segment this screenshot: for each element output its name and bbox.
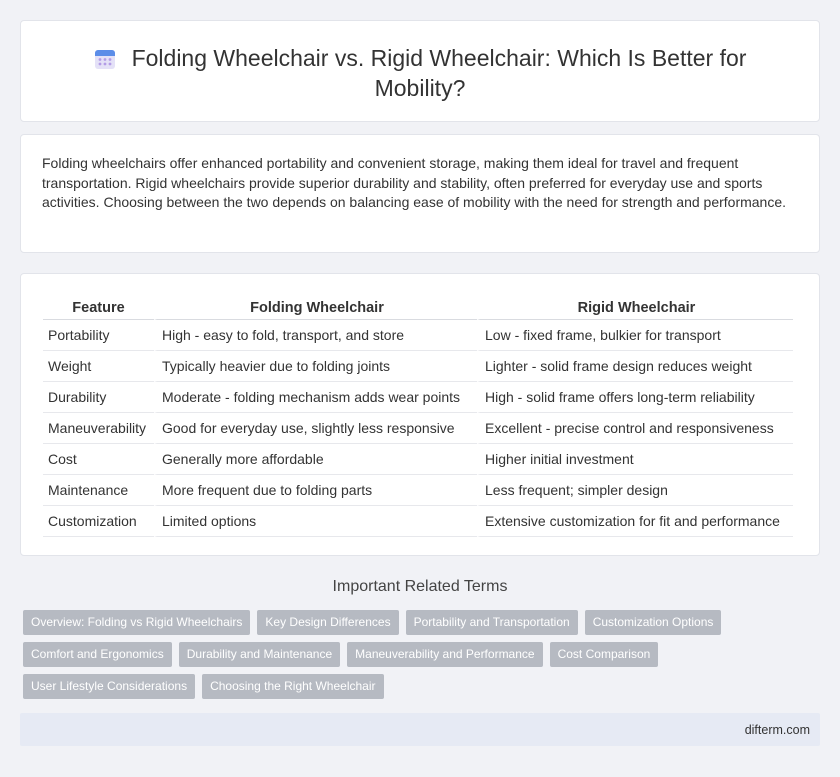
title-card bbox=[20, 20, 820, 122]
header-feature: Feature bbox=[43, 292, 154, 320]
tag-row bbox=[23, 674, 823, 699]
comparison-card bbox=[20, 273, 820, 556]
cell-folding: Generally more affordable bbox=[154, 444, 477, 475]
related-term-tag[interactable]: Maneuverability and Performance bbox=[347, 642, 542, 667]
cell-feature: Weight bbox=[43, 351, 154, 382]
related-term-tag[interactable]: Customization Options bbox=[585, 610, 722, 635]
cell-rigid: High - solid frame offers long-term reliability bbox=[477, 382, 793, 413]
cell-rigid: Less frequent; simpler design bbox=[477, 475, 793, 506]
calendar-icon bbox=[94, 48, 116, 70]
cell-folding: Moderate - folding mechanism adds wear points bbox=[154, 382, 477, 413]
footer-site-link[interactable]: difterm.com bbox=[744, 723, 810, 737]
related-term-tag[interactable]: Choosing the Right Wheelchair bbox=[202, 674, 383, 699]
table-row bbox=[43, 382, 793, 413]
cell-folding: High - easy to fold, transport, and store bbox=[154, 320, 477, 351]
cell-rigid: Lighter - solid frame design reduces weight bbox=[477, 351, 793, 382]
page-title: Folding Wheelchair vs. Rigid Wheelchair: Which Is Better for Mobility? bbox=[131, 45, 747, 101]
cell-feature: Durability bbox=[43, 382, 154, 413]
cell-feature: Maintenance bbox=[43, 475, 154, 506]
header-folding: Folding Wheelchair bbox=[154, 292, 477, 320]
tag-row bbox=[23, 642, 823, 667]
related-term-tag[interactable]: Comfort and Ergonomics bbox=[23, 642, 172, 667]
cell-folding: Typically heavier due to folding joints bbox=[154, 351, 477, 382]
table-row bbox=[43, 320, 793, 351]
related-term-tag[interactable]: Cost Comparison bbox=[550, 642, 659, 667]
related-term-tag[interactable]: Overview: Folding vs Rigid Wheelchairs bbox=[23, 610, 250, 635]
cell-rigid: Extensive customization for fit and performance bbox=[477, 506, 793, 537]
cell-folding: Limited options bbox=[154, 506, 477, 537]
footer bbox=[20, 713, 820, 746]
table-row bbox=[43, 475, 793, 506]
table-header-row bbox=[43, 292, 793, 320]
comparison-table bbox=[43, 292, 793, 537]
intro-paragraph: Folding wheelchairs offer enhanced portability and convenient storage, making them ideal for travel and frequent transportation. Rigid wheelchairs provide superior durability and stability, often preferred for everyday use and sports activities. Choosing between the two depends on balancing ease of mobility with the need for strength and performance. bbox=[42, 155, 787, 210]
table-row bbox=[43, 413, 793, 444]
cell-folding: More frequent due to folding parts bbox=[154, 475, 477, 506]
related-term-tag[interactable]: Key Design Differences bbox=[257, 610, 398, 635]
cell-feature: Customization bbox=[43, 506, 154, 537]
table-row bbox=[43, 444, 793, 475]
related-terms-heading: Important Related Terms bbox=[332, 578, 508, 595]
intro-card bbox=[20, 134, 820, 253]
title-wrap bbox=[61, 43, 779, 103]
related-term-tag[interactable]: Durability and Maintenance bbox=[179, 642, 340, 667]
cell-feature: Cost bbox=[43, 444, 154, 475]
header-rigid: Rigid Wheelchair bbox=[477, 292, 793, 320]
cell-feature: Portability bbox=[43, 320, 154, 351]
cell-feature: Maneuverability bbox=[43, 413, 154, 444]
table-row bbox=[43, 506, 793, 537]
related-terms-list bbox=[23, 610, 823, 706]
tag-row bbox=[23, 610, 823, 635]
cell-rigid: Low - fixed frame, bulkier for transport bbox=[477, 320, 793, 351]
related-term-tag[interactable]: User Lifestyle Considerations bbox=[23, 674, 195, 699]
cell-rigid: Higher initial investment bbox=[477, 444, 793, 475]
table-row bbox=[43, 351, 793, 382]
cell-rigid: Excellent - precise control and responsiveness bbox=[477, 413, 793, 444]
related-term-tag[interactable]: Portability and Transportation bbox=[406, 610, 578, 635]
cell-folding: Good for everyday use, slightly less responsive bbox=[154, 413, 477, 444]
